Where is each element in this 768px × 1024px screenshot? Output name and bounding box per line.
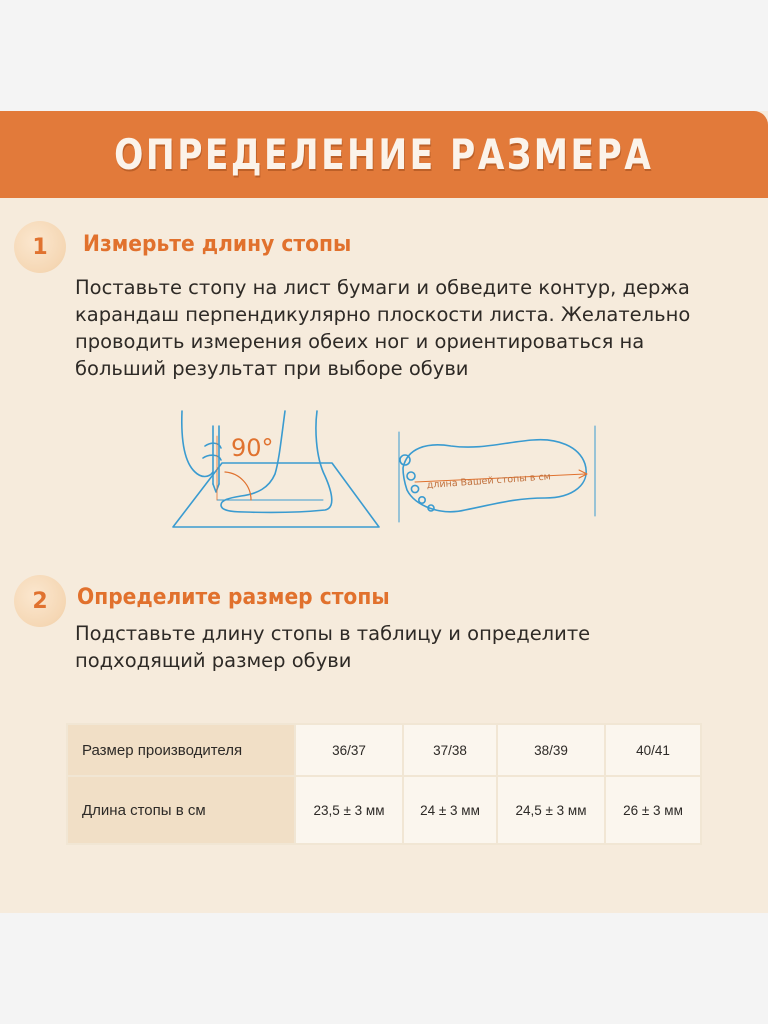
step-2-instructions — [75, 620, 590, 674]
table-cell: 40/41 — [605, 724, 701, 776]
step-2-number: 2 — [32, 588, 48, 614]
table-row — [67, 776, 701, 844]
footprint-label: длина Вашей стопы в см — [426, 471, 552, 491]
table-cell: 37/38 — [403, 724, 497, 776]
step-1-line: карандаш перпендикулярно плоскости листа. Желательно — [75, 303, 691, 326]
footprint-icon — [399, 426, 595, 522]
title-banner — [0, 111, 768, 198]
measuring-illustration — [165, 406, 605, 536]
table-cell: 36/37 — [295, 724, 403, 776]
step-1-line: проводить измерения обеих ног и ориентироваться на — [75, 330, 645, 353]
row-label-size: Размер производителя — [67, 724, 295, 776]
table-cell: 24,5 ± 3 мм — [497, 776, 605, 844]
step-1-heading: Измерьте длину стопы — [83, 232, 352, 257]
table-cell: 26 ± 3 мм — [605, 776, 701, 844]
step-1-number: 1 — [32, 234, 48, 260]
page-title: ОПРЕДЕЛЕНИЕ РАЗМЕРА — [114, 130, 654, 179]
table-cell: 24 ± 3 мм — [403, 776, 497, 844]
step-2-badge — [14, 575, 66, 627]
table-cell: 23,5 ± 3 мм — [295, 776, 403, 844]
angle-label: 90° — [231, 434, 274, 462]
size-guide-card — [0, 111, 768, 913]
row-label-length: Длина стопы в см — [67, 776, 295, 844]
step-1-line: Поставьте стопу на лист бумаги и обведите контур, держа — [75, 276, 690, 299]
size-table — [66, 723, 702, 845]
step-2-heading: Определите размер стопы — [77, 585, 390, 610]
step-1-line: больший результат при выборе обуви — [75, 357, 469, 380]
step-2-line: подходящий размер обуви — [75, 649, 352, 672]
step-1-badge — [14, 221, 66, 273]
table-row — [67, 724, 701, 776]
table-cell: 38/39 — [497, 724, 605, 776]
step-1-instructions — [75, 274, 690, 382]
step-2-line: Подставьте длину стопы в таблицу и определите — [75, 622, 591, 645]
